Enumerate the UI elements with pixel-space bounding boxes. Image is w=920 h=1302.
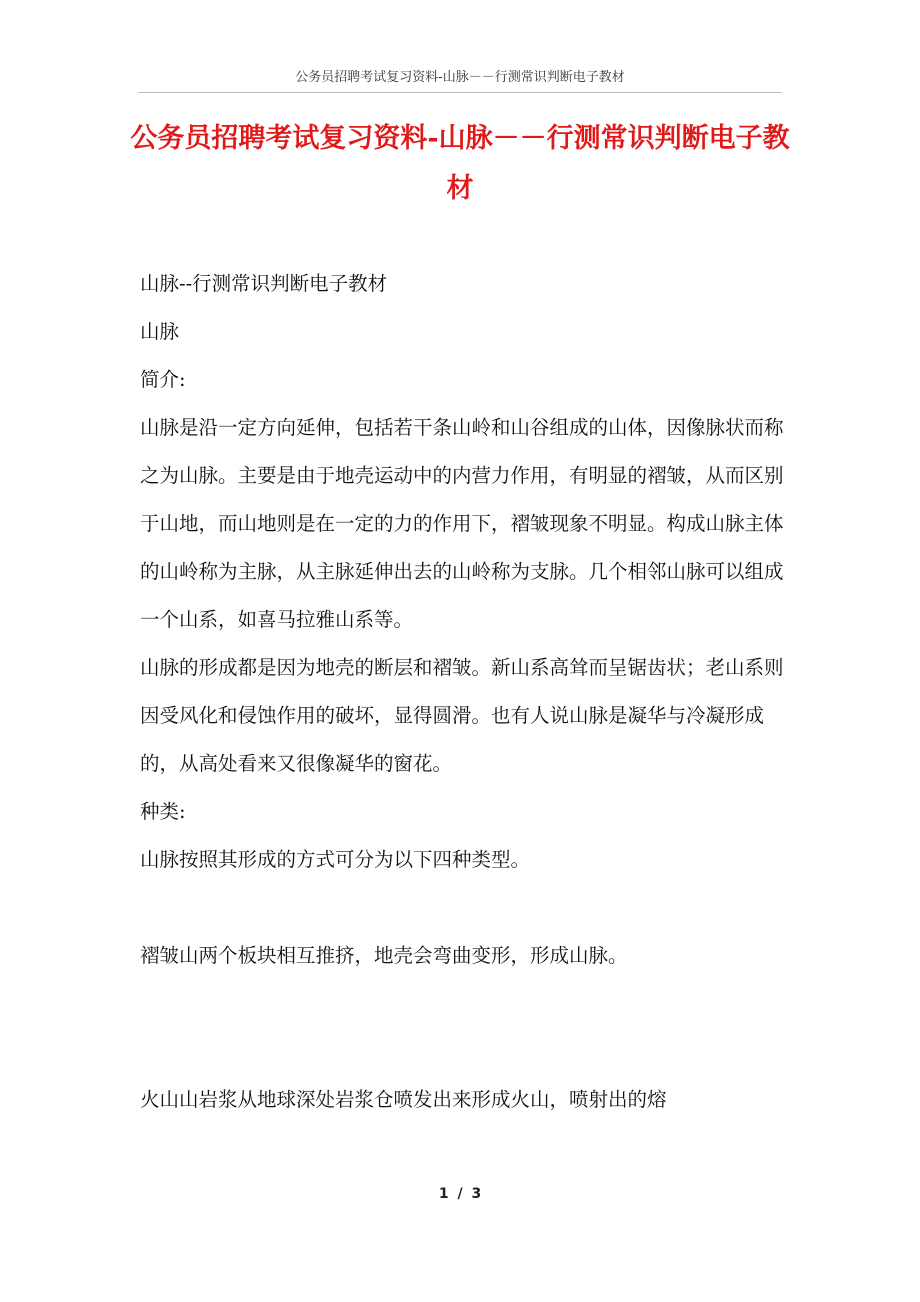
document-title: 公务员招聘考试复习资料-山脉－－行测常识判断电子教材 <box>130 123 790 204</box>
subtitle-line: 山脉--行测常识判断电子教材 <box>140 272 388 295</box>
blank-lines <box>140 980 790 1076</box>
page-current: 1 <box>438 1186 449 1202</box>
page-separator: / <box>457 1186 463 1202</box>
page-total: 3 <box>471 1186 482 1202</box>
topic-line: 山脉 <box>140 320 180 343</box>
types-heading: 种类: <box>140 800 186 823</box>
page-number <box>0 1186 920 1202</box>
running-header: 公务员招聘考试复习资料-山脉－－行测常识判断电子教材 <box>295 70 625 85</box>
blank-line <box>140 884 790 932</box>
intro-paragraph-1: 山脉是沿一定方向延伸，包括若干条山岭和山谷组成的山体，因像脉状而称之为山脉。主要是由于地壳运动中的内营力作用，有明显的褶皱，从而区别于山地，而山地则是在一定的力的作用下，褶皱现象不明显。构成山脉主体的山岭称为主脉，从主脉延伸出去的山岭称为支脉。几个相邻山脉可以组成一个山系，如喜马拉雅山系等。 <box>140 416 784 631</box>
intro-paragraph-2: 山脉的形成都是因为地壳的断层和褶皱。新山系高耸而呈锯齿状；老山系则因受风化和侵蚀作用的破坏，显得圆滑。也有人说山脉是凝华与冷凝形成的，从高处看来又很像凝华的窗花。 <box>140 656 784 775</box>
header-divider <box>138 92 782 93</box>
type-fold-mountain: 褶皱山两个板块相互推挤，地壳会弯曲变形，形成山脉。 <box>140 944 628 967</box>
document-body <box>140 260 790 1124</box>
types-intro: 山脉按照其形成的方式可分为以下四种类型。 <box>140 848 531 871</box>
intro-heading: 简介: <box>140 368 186 391</box>
type-volcanic-mountain: 火山山岩浆从地球深处岩浆仓喷发出来形成火山，喷射出的熔 <box>140 1088 667 1111</box>
